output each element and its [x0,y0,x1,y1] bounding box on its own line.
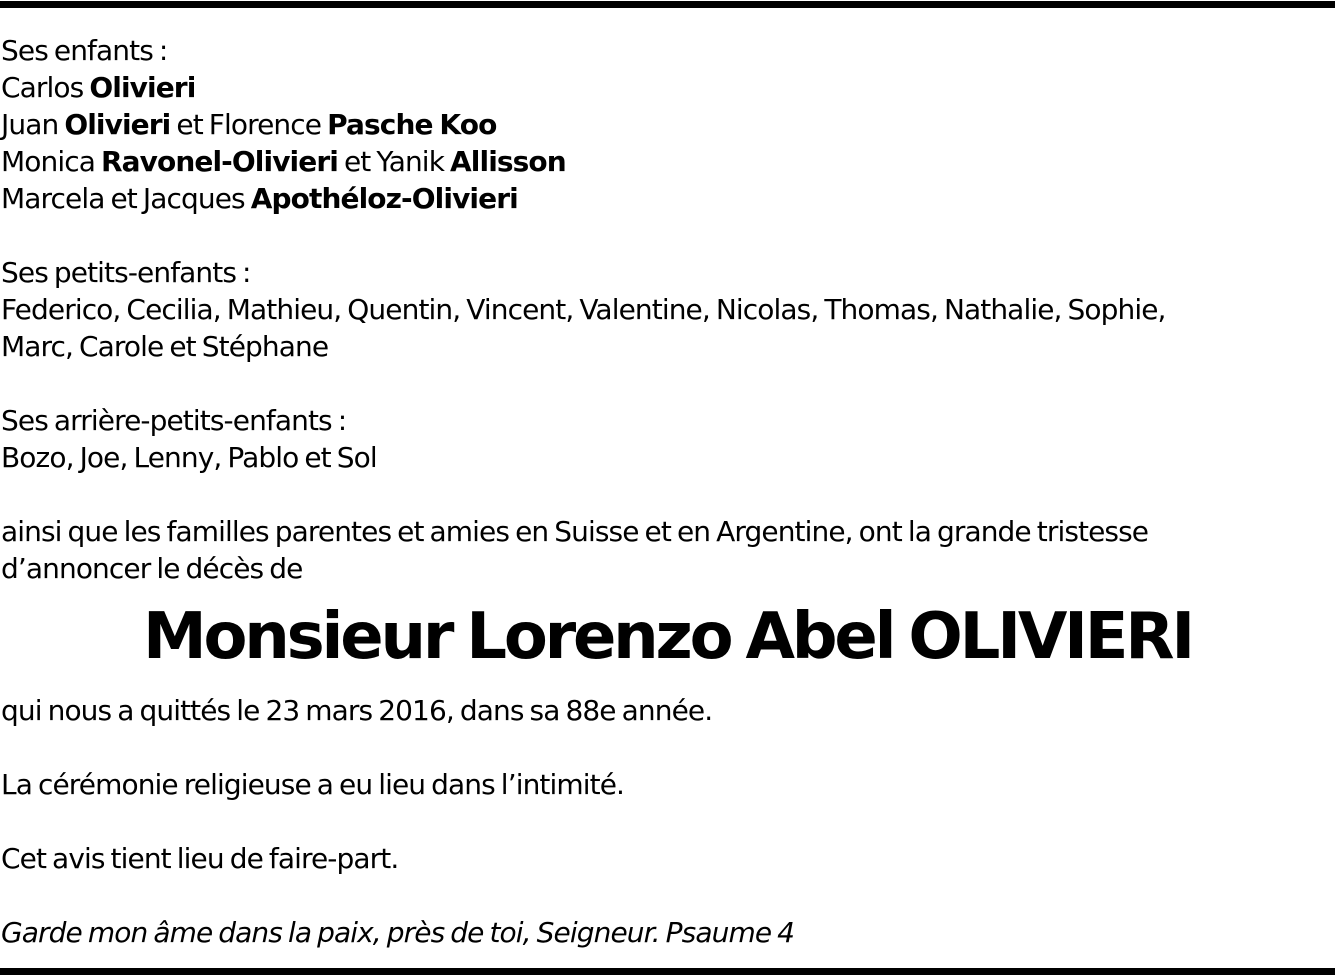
spacer [1,877,1331,914]
deceased-name: Monsieur Lorenzo Abel OLIVIERI [143,600,1192,674]
child-carlos [1,69,1331,106]
notice-line: Cet avis tient lieu de faire-part. [1,842,399,875]
verse-line: Garde mon âme dans la paix, près de toi, Seigneur. Psaume 4 [1,916,795,949]
announcement-line-1: ainsi que les familles parentes et amies en Suisse et en Argentine, ont la grande tristesse [1,515,1149,548]
child-monica [1,143,1331,180]
last-name: Olivieri [89,71,196,104]
partner-first-name: et Yanik [343,145,445,178]
child-marcela [1,180,1331,217]
last-name: Ravonel-Olivieri [100,145,338,178]
grandchildren-heading: Ses petits-enfants : [1,256,251,289]
spacer [1,217,1331,254]
announcement-line-2: d’annoncer le décès de [1,552,303,585]
last-name: Apothéloz-Olivieri [250,182,518,215]
first-name: Monica [1,145,95,178]
bottom-rule [0,968,1335,975]
family-list [1,32,1331,587]
top-rule [0,1,1335,8]
spacer [1,803,1331,840]
great-grandchildren-heading: Ses arrière-petits-enfants : [1,404,347,437]
first-name: Marcela et Jacques [1,182,245,215]
ceremony-line: La cérémonie religieuse a eu lieu dans l’intimité. [1,768,625,801]
first-name: Carlos [1,71,84,104]
passing-line: qui nous a quittés le 23 mars 2016, dans sa 88e année. [1,694,713,727]
first-name: Juan [1,108,59,141]
last-name: Olivieri [64,108,171,141]
partner-first-name: et Florence [176,108,322,141]
great-grandchildren-names: Bozo, Joe, Lenny, Pablo et Sol [1,441,377,474]
partner-last-name: Pasche Koo [327,108,497,141]
spacer [1,365,1331,402]
spacer [1,729,1331,766]
children-heading: Ses enfants : [1,34,168,67]
notice-details [1,692,1331,951]
spacer [1,476,1331,513]
grandchildren-line-2: Marc, Carole et Stéphane [1,330,329,363]
grandchildren-line-1: Federico, Cecilia, Mathieu, Quentin, Vincent, Valentine, Nicolas, Thomas, Nathalie, Sophie, [1,293,1166,326]
partner-last-name: Allisson [450,145,566,178]
child-juan [1,106,1331,143]
